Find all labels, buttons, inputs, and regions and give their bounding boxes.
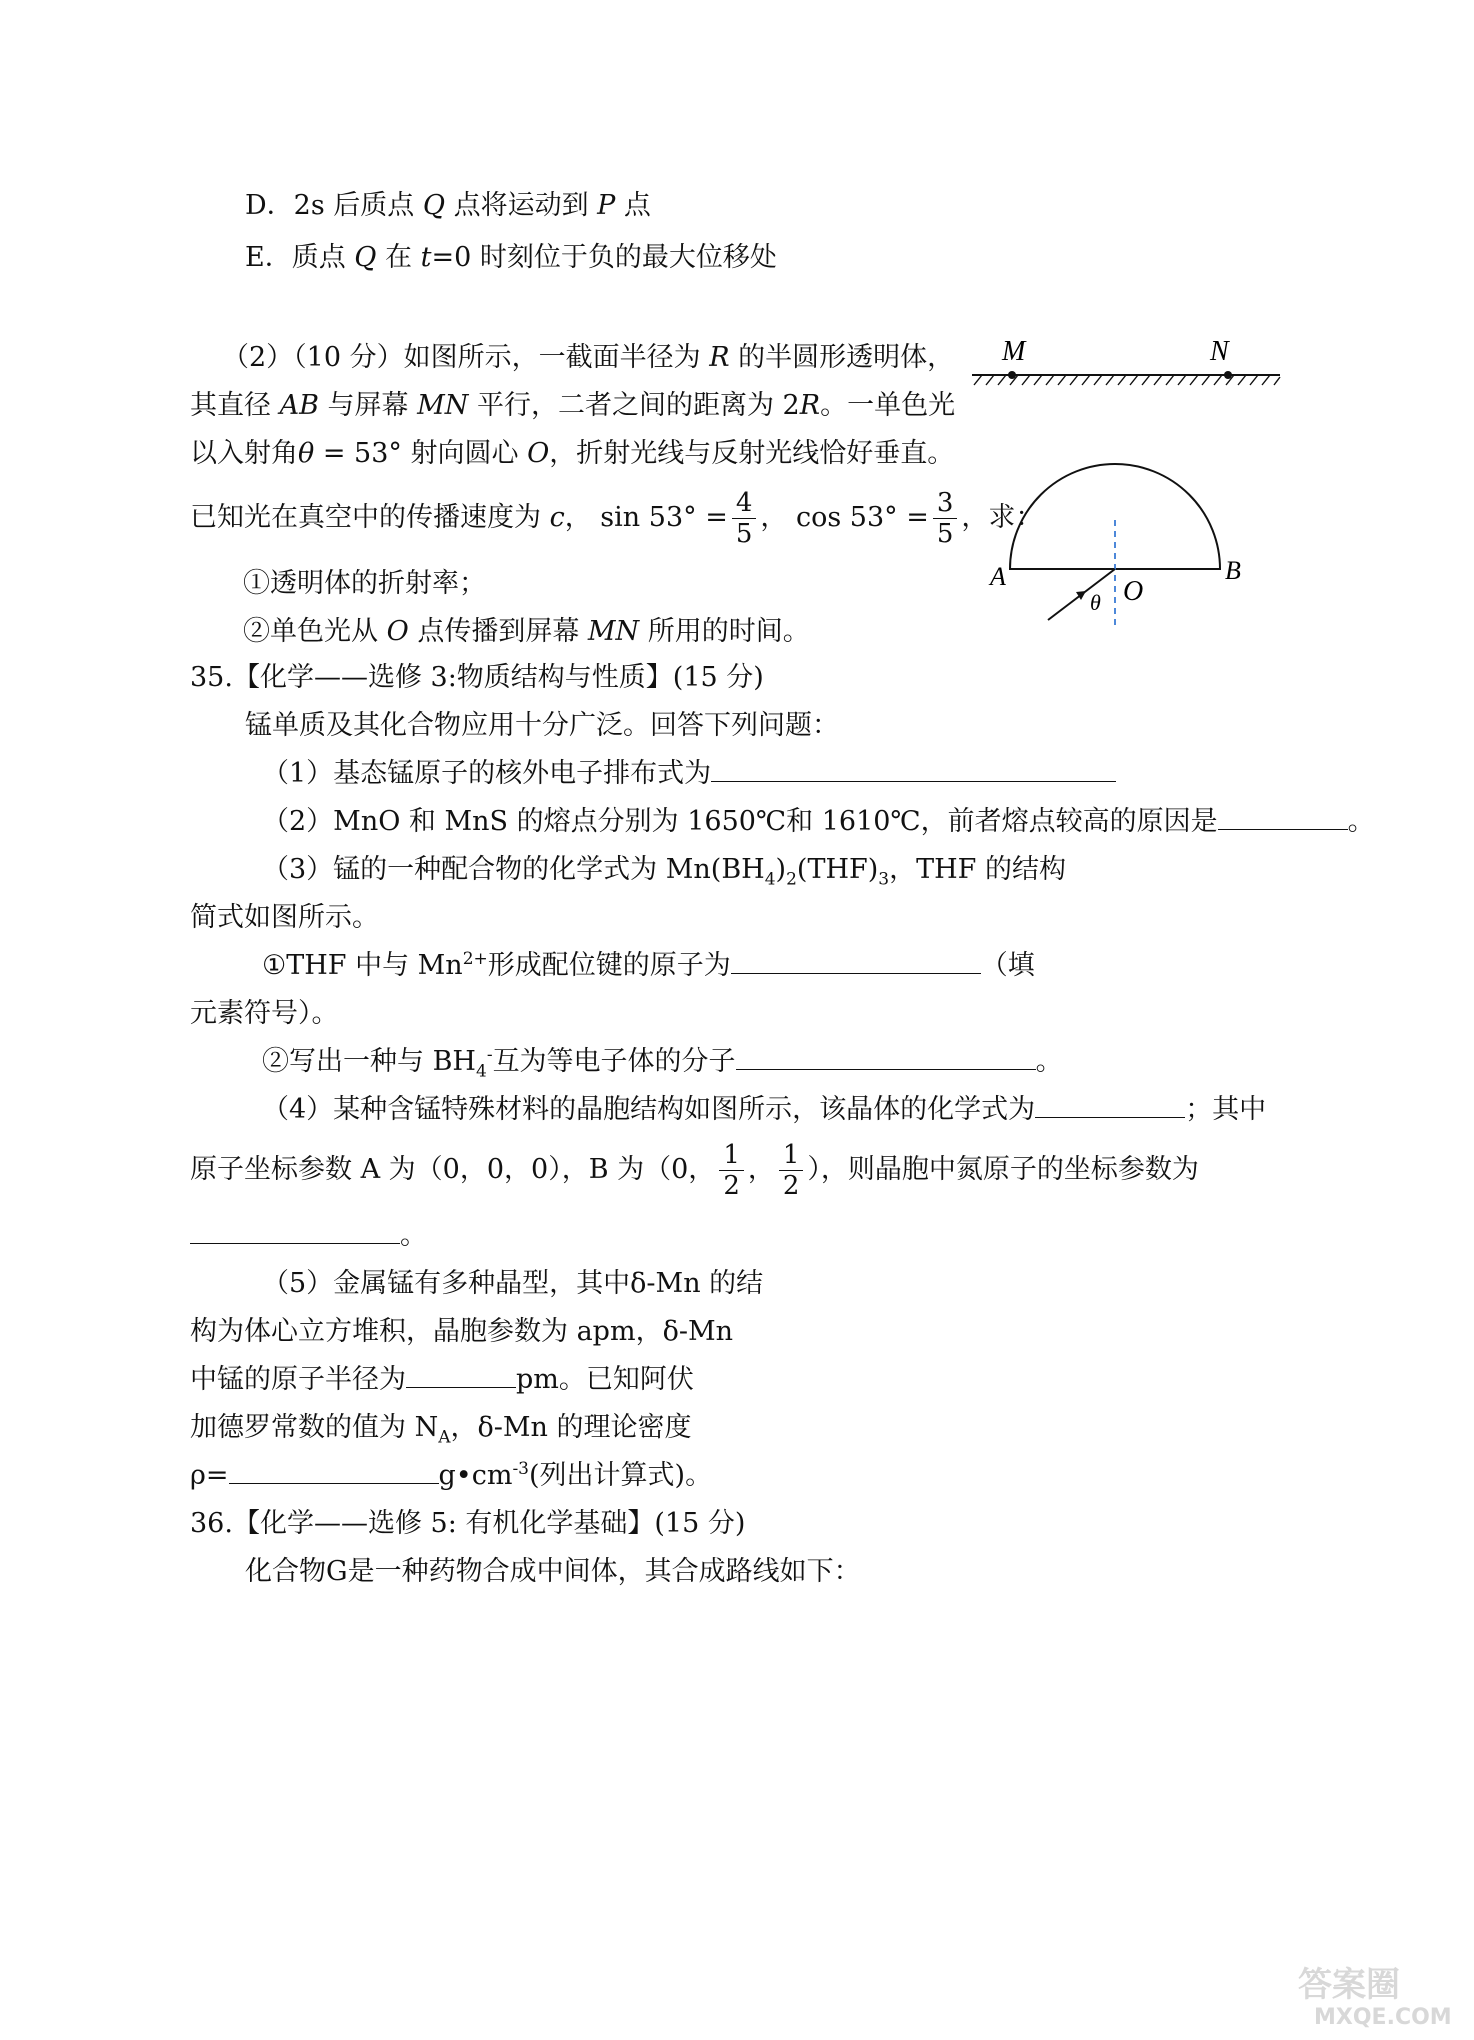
watermark-logo xyxy=(1290,1960,1460,2030)
q36-heading: 36.【化学——选修 5: 有机化学基础】(15 分) xyxy=(190,1508,746,1539)
point-m xyxy=(1008,371,1016,379)
q35-sub1: （1）基态锰原子的核外电子排布式为 xyxy=(262,756,1116,792)
part2-line2: 其直径 AB 与屏幕 MN 平行，二者之间的距离为 2R。一单色光 xyxy=(190,390,956,421)
option-e: E．质点 Q 在 t=0 时刻位于负的最大位移处 xyxy=(245,242,777,273)
q35-sub4: （4）某种含锰特殊材料的晶胞结构如图所示，该晶体的化学式为 ；其中 xyxy=(262,1094,1267,1125)
label-b: B xyxy=(1225,556,1241,585)
cos-fraction: $\frac{3}{5}$ xyxy=(933,488,958,549)
answer-blank-2[interactable] xyxy=(1218,805,1348,830)
q35-heading: 35.【化学——选修 3:物质结构与性质】(15 分) xyxy=(190,662,764,693)
answer-blank-3[interactable] xyxy=(731,949,981,974)
label-theta: θ xyxy=(1090,590,1101,615)
label-n: N xyxy=(1210,336,1229,367)
answer-blank-4[interactable] xyxy=(736,1045,1036,1070)
q35-sub5-line2: 构为体心立方堆积，晶胞参数为 apm，δ-Mn xyxy=(190,1316,733,1347)
part2-line3: 以入射角θ = 53° 射向圆心 O，折射光线与反射光线恰好垂直。 xyxy=(190,438,955,469)
label-a: A xyxy=(990,562,1006,591)
q35-sub3-1: ①THF 中与 $Mn^{2+}$形成配位键的原子为 （填 xyxy=(262,949,1035,981)
svg-text:答案圈: 答案圈 xyxy=(1298,1965,1400,2005)
q35-sub5-line1: （5）金属锰有多种晶型，其中δ-Mn 的结 xyxy=(262,1268,764,1299)
q35-intro: 锰单质及其化合物应用十分广泛。回答下列问题： xyxy=(245,710,839,741)
q35-sub3-2: ②写出一种与 $BH_4^-$互为等电子体的分子 。 xyxy=(262,1045,1063,1082)
answer-blank-1[interactable] xyxy=(711,757,1116,782)
q36-intro: 化合物G是一种药物合成中间体，其合成路线如下： xyxy=(245,1556,861,1587)
answer-blank-8[interactable] xyxy=(229,1459,439,1484)
screen-hatching xyxy=(974,375,1280,385)
q35-sub3-cont: 简式如图所示。 xyxy=(190,902,379,933)
q35-sub5-line3: 中锰的原子半径为 pm。已知阿伏 xyxy=(190,1364,694,1395)
q35-sub3: （3）锰的一种配合物的化学式为 $Mn(BH_4)_2(THF)_3$，THF 的结构 xyxy=(262,854,1066,890)
part2-line4: 已知光在真空中的传播速度为 c， sin 53° = $\frac{4}{5}$ ， cos 53° = $\frac{3}{5}$ ，求： xyxy=(190,488,1043,549)
label-o: O xyxy=(1123,576,1144,607)
q35-sub3-1-cont: 元素符号）。 xyxy=(190,998,339,1029)
q35-sub4-coords: 原子坐标参数 A 为（0，0，0），B 为（0， $\frac{1}{2}$ ， $\frac{1}{2}$ ），则晶胞中氮原子的坐标参数为 xyxy=(190,1140,1199,1201)
answer-blank-6[interactable] xyxy=(190,1219,400,1244)
fraction-half-1: $\frac{1}{2}$ xyxy=(719,1140,744,1201)
point-n xyxy=(1224,371,1232,379)
answer-blank-7[interactable] xyxy=(406,1363,516,1388)
q35-sub4-answer: 。 xyxy=(190,1218,427,1254)
q35-sub2: （2）MnO 和 MnS 的熔点分别为 1650℃和 1610℃，前者熔点较高的原因是 。 xyxy=(262,806,1375,837)
svg-text:MXQE.COM: MXQE.COM xyxy=(1314,2005,1452,2030)
q35-sub5-line4: 加德罗常数的值为 $N_A$，δ-Mn 的理论密度 xyxy=(190,1412,692,1448)
label-m: M xyxy=(1002,336,1026,367)
part2-line1: （2）（10 分）如图所示，一截面半径为 R 的半圆形透明体， xyxy=(222,342,955,373)
part2-q2: ②单色光从 O 点传播到屏幕 MN 所用的时间。 xyxy=(243,616,810,647)
optics-figure xyxy=(960,330,1300,630)
option-d: D．2s 后质点 Q 点将运动到 P 点 xyxy=(245,190,651,221)
part2-q1: ①透明体的折射率； xyxy=(243,568,486,599)
q35-sub5-line5: $\rho= g•cm^{-3}$(列出计算式)。 xyxy=(190,1459,713,1491)
fraction-half-2: $\frac{1}{2}$ xyxy=(779,1140,804,1201)
sin-fraction: $\frac{4}{5}$ xyxy=(732,488,757,549)
answer-blank-5[interactable] xyxy=(1035,1093,1185,1118)
